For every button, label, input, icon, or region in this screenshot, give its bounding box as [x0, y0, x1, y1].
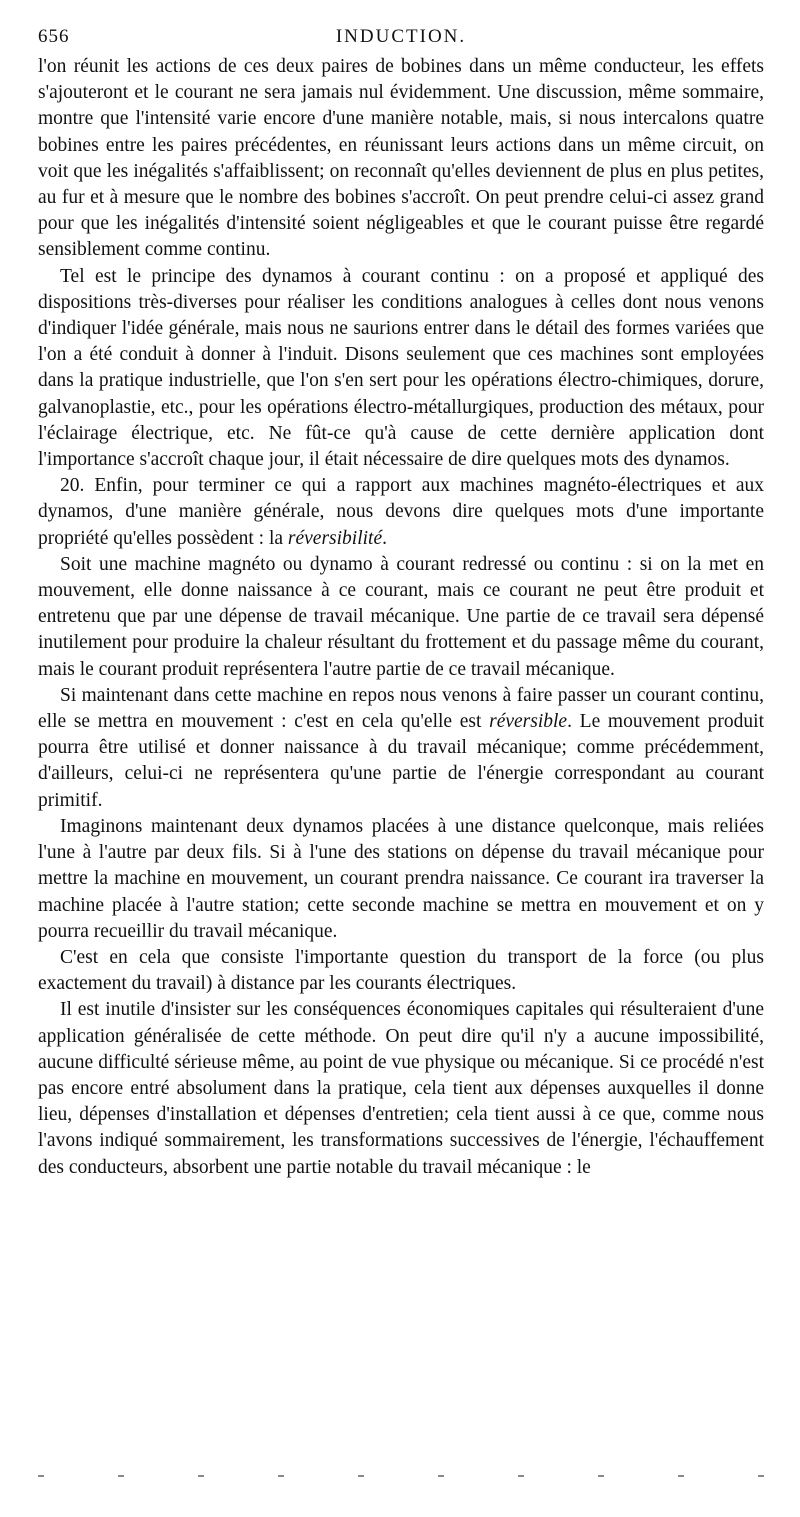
- body-text: [38, 54, 764, 1181]
- paragraph-3-text-after: .: [382, 527, 388, 549]
- paragraph-7: C'est en cela que consiste l'importante question du transport de la force (ou plus exactement du travail) à distance par les courants électriques.: [38, 946, 764, 995]
- scan-dot: [438, 1475, 444, 1477]
- running-title: INDUCTION.: [335, 26, 467, 47]
- paragraph-1: l'on réunit les actions de ces deux paires de bobines dans un même conducteur, les effets s'ajouteront et le courant ne sera jamais nul évidemment. Une discussion, même sommaire, montre que l'intensité varie encore d'une manière notable, mais, si nous intercalons quatre bobines entre les paires précédentes, en réunissant leurs actions dans un même circuit, on voit que les inégalités s'affaiblissent; on reconnaît qu'elles deviennent de plus en plus petites, au fur et à mesure que le nombre des bobines s'accroît. On peut prendre celui-ci assez grand pour que les inégalités d'intensité soient négligeables et que le courant puisse être regardé sensiblement comme continu.: [38, 56, 764, 261]
- paragraph-5-emphasis: réversible: [489, 711, 568, 733]
- paragraph-5-text-after: . Le mouvement produit pourra être utilisé et donner naissance à du travail mécanique; comme précédemment, d'ailleurs, celui-ci ne représentera qu'une partie de l'énergie correspondant au courant primitif.: [38, 711, 764, 811]
- paragraph-3: [38, 473, 764, 552]
- paragraph-6: Imaginons maintenant deux dynamos placées à une distance quelconque, mais reliées l'une à l'autre par deux fils. Si à l'une des stations on dépense du travail mécanique pour mettre la machine en mouvement, un courant prendra naissance. Ce courant ira traverser la machine placée à l'autre station; cette seconde machine se mettra en mouvement et on y pourra recueillir du travail mécanique.: [38, 815, 764, 942]
- paragraph-8: Il est inutile d'insister sur les conséquences économiques capitales qui résulteraient d'une application généralisée de cette méthode. On peut dire qu'il n'y a aucune impossibilité, aucune difficulté sérieuse même, au point de vue physique ou mécanique. Si ce procédé n'est pas encore entré absolument dans la pratique, cela tient aux dépenses auxquelles il donne lieu, dépenses d'installation et dépenses d'entretien; cela tient aussi à ce que, comme nous l'avons indiqué sommairement, les transformations successives de l'énergie, l'échauffement des conducteurs, absorbent une partie notable du travail mécanique : le: [38, 999, 764, 1178]
- paragraph-5: [38, 683, 764, 814]
- scan-dot: [278, 1475, 284, 1477]
- paragraph-5-text-before: Si maintenant dans cette machine en repos nous venons à faire passer un courant continu, elle se mettra en mouvement : c'est en cela qu'elle est: [38, 684, 764, 733]
- book-page: [38, 26, 764, 1181]
- scan-dot: [758, 1475, 764, 1477]
- paragraph-4: Soit une machine magnéto ou dynamo à courant redressé ou continu : si on la met en mouvement, elle donne naissance à ce courant, mais ce courant ne peut être produit et entretenu que par une dépense de travail mécanique. Une partie de ce travail sera dépensé inutilement pour produire la chaleur résultant du frottement et du passage même du courant, mais le courant produit représentera l'autre partie de ce travail mécanique.: [38, 553, 764, 680]
- scan-dot: [38, 1475, 44, 1477]
- paragraph-3-text-before: 20. Enfin, pour terminer ce qui a rapport aux machines magnéto-électriques et aux dynamos, d'une manière générale, nous devons dire quelques mots d'une importante propriété qu'elles possèdent : la: [38, 475, 764, 549]
- scan-dot: [358, 1475, 364, 1477]
- scan-dot: [118, 1475, 124, 1477]
- paragraph-3-emphasis: réversibilité: [287, 527, 383, 549]
- paragraph-2: Tel est le principe des dynamos à courant continu : on a proposé et appliqué des dispositions très-diverses pour réaliser les conditions analogues à celles dont nous venons d'indiquer l'idée générale, mais nous ne saurions entrer dans le détail des formes variées que l'on a été conduit à donner à l'induit. Disons seulement que ces machines sont employées dans la pratique industrielle, que l'on s'en sert pour les opérations électro-chimiques, dorure, galvanoplastie, etc., pour les opérations électro-métallurgiques, production des métaux, pour l'éclairage électrique, etc. Ne fût-ce qu'à cause de cette dernière application dont l'importance s'accroît chaque jour, il était nécessaire de dire quelques mots des dynamos.: [38, 265, 764, 471]
- scan-dot: [198, 1475, 204, 1477]
- page-number: 656: [38, 26, 70, 47]
- scan-dot: [678, 1475, 684, 1477]
- scan-artifact-dots: [38, 1472, 764, 1480]
- scan-dot: [518, 1475, 524, 1477]
- scan-dot: [598, 1475, 604, 1477]
- page-header: [38, 26, 764, 54]
